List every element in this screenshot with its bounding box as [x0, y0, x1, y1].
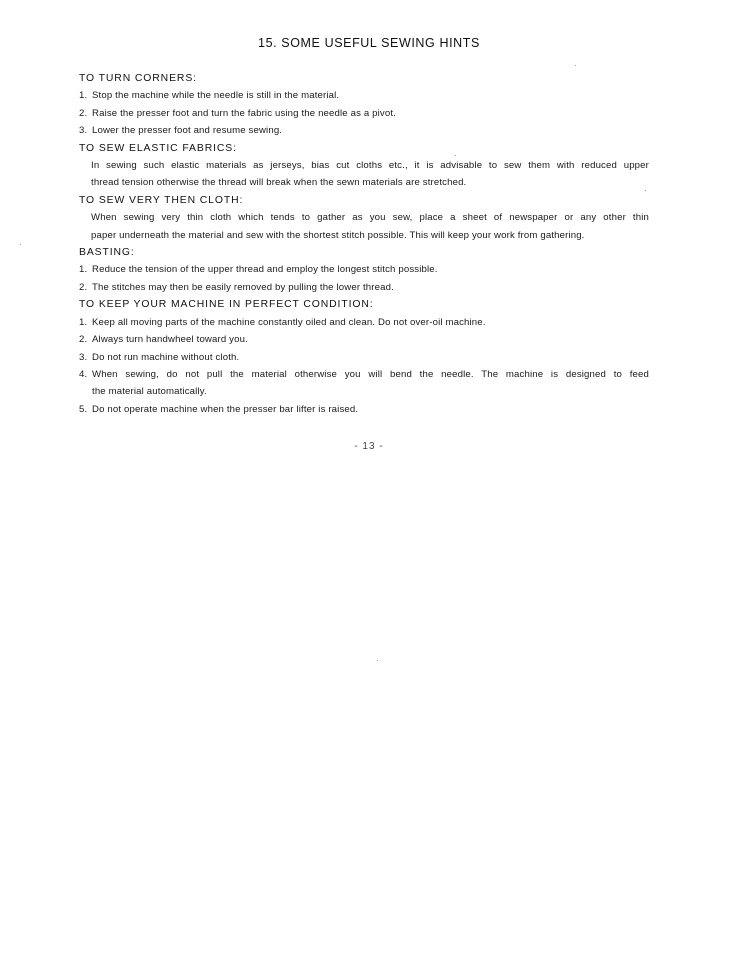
list-item — [79, 314, 649, 331]
scan-speck — [455, 155, 456, 156]
item-number: 1. — [79, 316, 88, 328]
list-item — [79, 401, 649, 418]
scan-speck — [377, 660, 378, 661]
hints-content — [79, 70, 649, 418]
item-text: Stop the machine while the needle is still in the material. — [92, 90, 340, 102]
list-item — [79, 331, 649, 348]
item-text: Keep all moving parts of the machine constantly oiled and clean. Do not over-oil machine. — [92, 316, 486, 328]
item-text-line: When sewing, do not pull the material otherwise you will bend the needle. The machine is designed to feed — [92, 368, 649, 380]
item-number: 2. — [79, 334, 88, 346]
item-text: The stitches may then be easily removed by pulling the lower thread. — [92, 281, 394, 293]
item-number: 2. — [79, 107, 88, 119]
paragraph-line: paper underneath the material and sew with the shortest stitch possible. This will keep your work from gathering. — [91, 229, 585, 241]
section-heading-elastic-fabrics: TO SEW ELASTIC FABRICS: — [79, 142, 237, 154]
list-item — [79, 105, 649, 122]
item-text: Lower the presser foot and resume sewing. — [92, 125, 283, 137]
item-text: Raise the presser foot and turn the fabric using the needle as a pivot. — [92, 107, 396, 119]
page-title: 15. SOME USEFUL SEWING HINTS — [258, 36, 480, 50]
scan-speck — [20, 244, 21, 245]
section-heading-machine-condition: TO KEEP YOUR MACHINE IN PERFECT CONDITION: — [79, 299, 374, 311]
list-item — [79, 87, 649, 104]
item-text-block — [92, 366, 649, 401]
paragraph-line: In sewing such elastic materials as jerseys, bias cut cloths etc., it is advisable to sew them with reduced upper — [91, 160, 649, 172]
item-number: 3. — [79, 351, 88, 363]
section-heading-thin-cloth: TO SEW VERY THEN CLOTH: — [79, 194, 244, 206]
list-item — [79, 349, 649, 366]
item-number: 5. — [79, 403, 88, 415]
item-number: 1. — [79, 264, 88, 276]
page-number: - 13 - — [354, 441, 384, 452]
list-item — [79, 122, 649, 139]
section-heading-basting: BASTING: — [79, 247, 135, 259]
scan-speck — [575, 65, 576, 66]
list-item — [79, 366, 649, 401]
list-item — [79, 279, 649, 296]
section-heading-turn-corners: TO TURN CORNERS: — [79, 73, 197, 84]
item-number: 1. — [79, 90, 88, 102]
item-text: Always turn handwheel toward you. — [92, 334, 248, 346]
scan-speck — [645, 190, 646, 191]
paragraph-line: thread tension otherwise the thread will break when the sewn materials are stretched. — [91, 177, 467, 189]
item-number: 3. — [79, 125, 88, 137]
item-text: Do not run machine without cloth. — [92, 351, 240, 363]
item-text-line: the material automatically. — [92, 386, 207, 398]
item-number: 2. — [79, 281, 88, 293]
paragraph-line: When sewing very thin cloth which tends to gather as you sew, place a sheet of newspaper or any other thin — [91, 212, 649, 224]
item-text: Do not operate machine when the presser bar lifter is raised. — [92, 403, 359, 415]
item-number: 4. — [79, 368, 88, 380]
item-text: Reduce the tension of the upper thread and employ the longest stitch possible. — [92, 264, 438, 276]
list-item — [79, 261, 649, 278]
